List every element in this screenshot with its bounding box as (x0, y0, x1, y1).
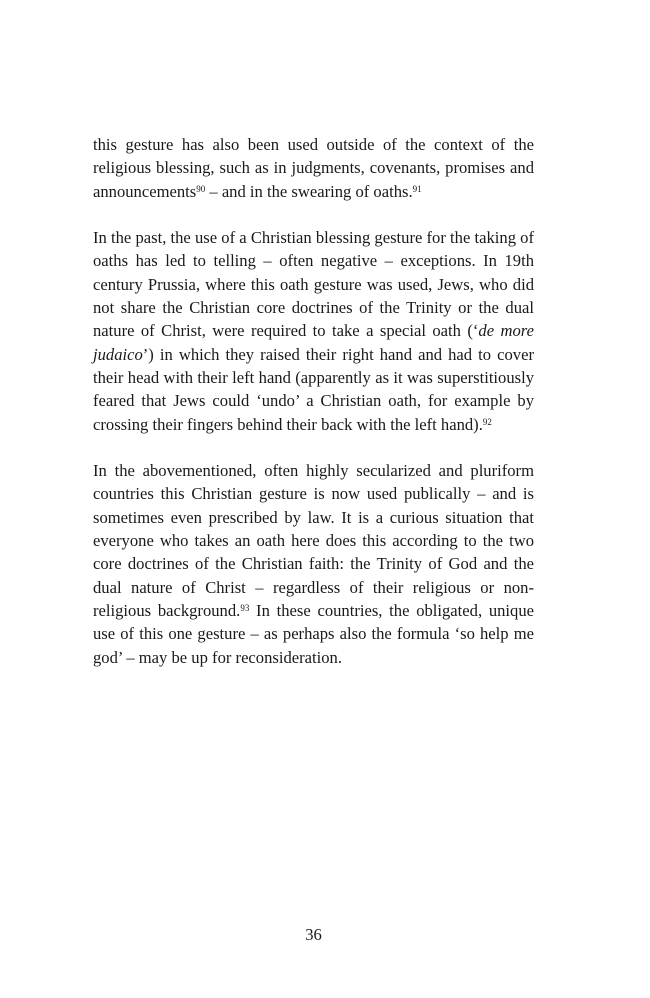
paragraph-secular-countries (93, 459, 534, 669)
paragraph-prussia-oath (93, 226, 534, 436)
text-segment: ’) in which they raised their right hand and had to cover their head with their left hand (apparently as it was superstitiously feared that Jews could ‘undo’ a Christian oath, for example by crossing their fingers behind their back with the left hand). (93, 344, 534, 434)
body-text (93, 133, 534, 669)
footnote-ref-92[interactable]: 92 (482, 416, 492, 427)
text-segment: this gesture has also been used outside of the context of the religious blessing, such as in judgments, covenants, promises and announcements (93, 135, 534, 201)
latin-phrase: de more judaico (93, 321, 534, 364)
footnote-ref-91[interactable]: 91 (412, 183, 422, 194)
text-segment: In these countries, the obligated, unique use of this one gesture – as perhaps also the formula ‘so help me god’ – may be up for reconsideration. (93, 600, 535, 667)
footnote-ref-90[interactable]: 90 (196, 183, 206, 194)
text-segment: – and in the swearing of oaths. (205, 181, 413, 201)
paragraph-continued (93, 133, 534, 203)
text-segment: In the abovementioned, often highly secularized and pluriform countries this Christian gesture is now used publically – and is sometimes even prescribed by law. It is a curious situation that everyone who takes an oath here does this according to the two core doctrines of the Christian faith: the Trinity of God and the dual nature of Christ – regardless of their religious or non-religious background. (93, 461, 534, 620)
page-number: 36 (305, 925, 322, 944)
text-segment: In the past, the use of a Christian blessing gesture for the taking of oaths has led to telling – often negative – exceptions. In 19th century Prussia, where this oath gesture was used, Jews, who did not share the Christian core doctrines of the Trinity or the dual nature of Christ, were required to take a special oath (‘ (93, 228, 534, 341)
footnote-ref-93[interactable]: 93 (240, 602, 250, 613)
